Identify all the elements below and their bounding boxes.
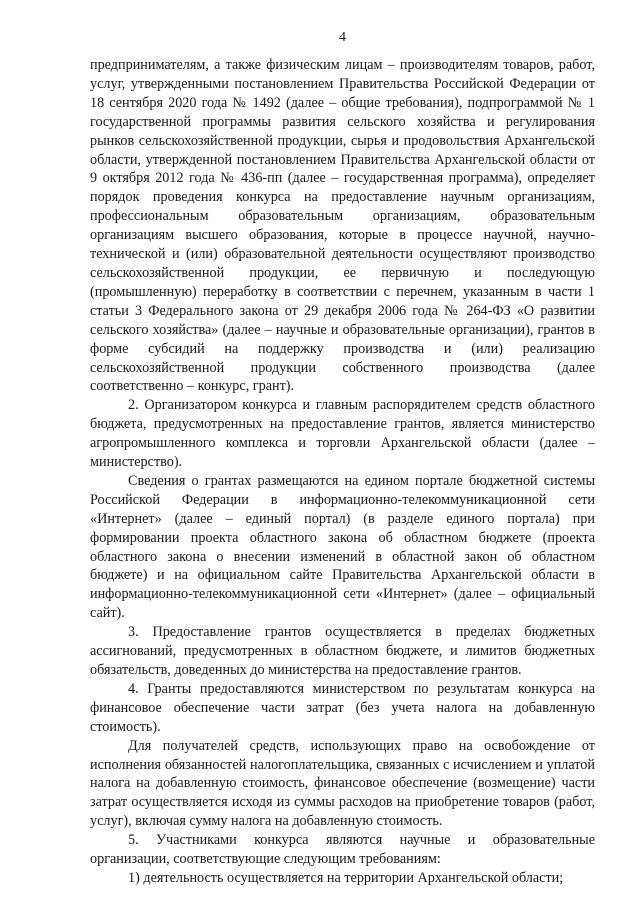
paragraph-intro-continuation: предпринимателям, а также физическим лицам – производителям товаров, работ, услуг, утвержденными постановлением Правительства Российской Федерации от 18 сентября 2020 года № 1492 (далее – общие требования), подпрограммой № 1 государственной программы развития сельского хозяйства и регулирования рынков сельскохозяйственной продукции, сырья и продовольствия Архангельской области, утвержденной постановлением Правительства Архангельской области от 9 октября 2012 года № 436-пп (далее – государственная программа), определяет порядок проведения конкурса на предоставление научным организациям, профессиональным образовательным организациям, образовательным организациям высшего образования, которые в процессе научной, научно-технической и (или) образовательной деятельности осуществляют производство сельскохозяйственной продукции, ее первичную и последующую (промышленную) переработку в соответствии с перечнем, указанным в части 1 статьи 3 Федерального закона от 29 декабря 2006 года № 264-ФЗ «О развитии сельского хозяйства» (далее – научные и образовательные организации), грантов в форме субсидий на поддержку производства и (или) реализацию сельскохозяйственной продукции собственного производства (далее соответственно – конкурс, грант). (90, 57, 595, 395)
paragraph-4-grant-purpose: 4. Гранты предоставляются министерством по результатам конкурса на финансовое обеспечение части затрат (без учета налога на добавленную стоимость). (90, 680, 595, 735)
page-number: 4 (339, 30, 346, 45)
paragraph-grant-info-portal: Сведения о грантах размещаются на едином портале бюджетной системы Российской Федерации в информационно-телекоммуникационной сети «Интернет» (далее – единый портал) (в разделе единого портала) при формировании проекта областного закона об областном бюджете (проекта областного закона о внесении изменений в областной закон об областном бюджете) и на официальном сайте Правительства Архангельской области в информационно-телекоммуникационной сети «Интернет» (далее – официальный сайт). (90, 472, 595, 622)
paragraph-requirement-1: 1) деятельность осуществляется на территории Архангельской области; (128, 869, 564, 886)
document-page (90, 30, 595, 888)
paragraph-5-participants: 5. Участниками конкурса являются научные и образовательные организации, соответствующие следующим требованиям: (90, 832, 595, 868)
paragraph-3-budget-limits: 3. Предоставление грантов осуществляется в пределах бюджетных ассигнований, предусмотренных в областном бюджете, и лимитов бюджетных обязательств, доведенных до министерства на предоставление грантов. (90, 624, 595, 678)
paragraph-vat-exemption: Для получателей средств, использующих право на освобождение от исполнения обязанностей налогоплательщика, связанных с исчислением и уплатой налога на добавленную стоимость, финансовое обеспечение (возмещение) части затрат осуществляется исходя из суммы расходов на приобретение товаров (работ, услуг), включая сумму налога на добавленную стоимость. (90, 737, 595, 830)
paragraph-2-organizer: 2. Организатором конкурса и главным распорядителем средств областного бюджета, предусмотренных на предоставление грантов, является министерство агропромышленного комплекса и торговли Архангельской области (далее – министерство). (90, 397, 595, 471)
